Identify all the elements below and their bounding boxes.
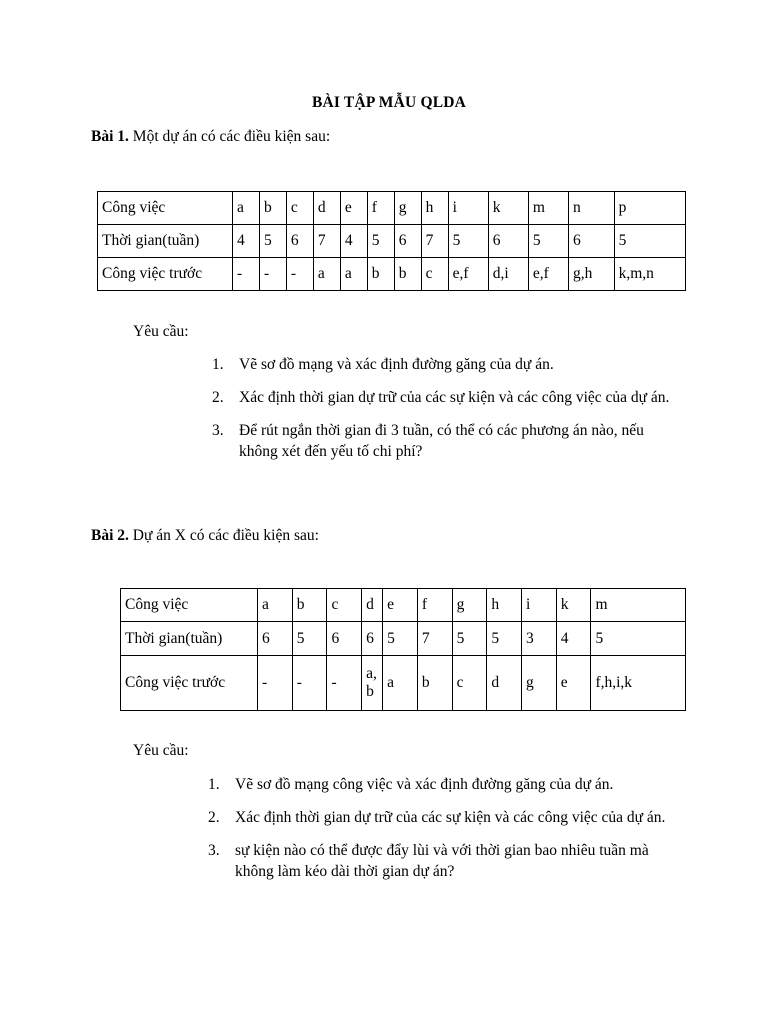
task-cell: g (452, 589, 487, 622)
row-header-tasks: Công việc (121, 589, 258, 622)
predecessor-cell: d (487, 656, 522, 711)
problem-1-requirements-label: Yêu cầu: (133, 323, 189, 340)
duration-cell: 5 (448, 225, 488, 258)
list-item: 3. sự kiện nào có thể được đẩy lùi và với thời gian bao nhiêu tuần mà không làm kéo dài thời gian dự án? (208, 842, 649, 880)
predecessor-cell: c (452, 656, 487, 711)
duration-cell: 4 (233, 225, 260, 258)
page-title: BÀI TẬP MẪU QLDA (311, 94, 467, 111)
problem-2-label: Bài 2. (91, 527, 129, 544)
problem-2-intro: Dự án X có các điều kiện sau: (128, 527, 319, 544)
predecessor-cell: - (258, 656, 293, 711)
requirement-text: Xác định thời gian dự trữ của các sự kiện và các công việc của dự án. (235, 809, 666, 826)
table-row-tasks (121, 589, 686, 622)
duration-cell: 6 (394, 225, 421, 258)
table-row-tasks (98, 192, 686, 225)
duration-cell: 5 (591, 622, 686, 656)
task-cell: b (292, 589, 327, 622)
predecessor-cell: e,f (528, 258, 568, 291)
task-cell: c (327, 589, 362, 622)
predecessor-cell: c (421, 258, 448, 291)
row-header-predecessors: Công việc trước (98, 258, 233, 291)
list-item: 1. Vẽ sơ đồ mạng công việc và xác định đường găng của dự án. (208, 776, 614, 793)
predecessor-cell: - (259, 258, 286, 291)
predecessor-cell: a (313, 258, 340, 291)
task-cell: e (383, 589, 418, 622)
duration-cell: 5 (292, 622, 327, 656)
problem-2-requirements-list (208, 774, 678, 894)
predecessor-cell: a (383, 656, 418, 711)
task-cell: m (528, 192, 568, 225)
task-cell: h (421, 192, 448, 225)
duration-cell: 4 (556, 622, 591, 656)
duration-cell: 6 (327, 622, 362, 656)
duration-cell: 7 (417, 622, 452, 656)
duration-cell: 5 (487, 622, 522, 656)
table-row-durations (98, 225, 686, 258)
predecessor-cell: - (233, 258, 260, 291)
table-row-predecessors (121, 656, 686, 711)
problem-2-requirements-label: Yêu cầu: (133, 742, 189, 759)
problem-2-heading (91, 527, 319, 545)
task-cell: f (417, 589, 452, 622)
row-header-predecessors: Công việc trước (121, 656, 258, 711)
task-cell: d (362, 589, 383, 622)
task-cell: c (286, 192, 313, 225)
duration-cell: 7 (421, 225, 448, 258)
duration-cell: 5 (367, 225, 394, 258)
duration-cell: 6 (362, 622, 383, 656)
task-cell: b (259, 192, 286, 225)
problem-1-task-table (97, 191, 686, 291)
predecessor-cell: b (394, 258, 421, 291)
predecessor-cell: b (367, 258, 394, 291)
duration-cell: 6 (488, 225, 528, 258)
duration-cell: 5 (614, 225, 685, 258)
predecessor-cell: - (327, 656, 362, 711)
table-row-durations (121, 622, 686, 656)
predecessor-cell: e,f (448, 258, 488, 291)
predecessor-cell: f,h,i,k (591, 656, 686, 711)
problem-1-label: Bài 1. (91, 128, 129, 145)
requirement-text: Xác định thời gian dự trữ của các sự kiện và các công việc của dự án. (239, 389, 670, 406)
task-cell: i (522, 589, 557, 622)
duration-cell: 6 (258, 622, 293, 656)
duration-cell: 5 (383, 622, 418, 656)
task-cell: e (340, 192, 367, 225)
predecessor-cell: b (417, 656, 452, 711)
requirement-text: Vẽ sơ đồ mạng công việc và xác định đường găng của dự án. (235, 776, 614, 793)
list-item: 2. Xác định thời gian dự trữ của các sự kiện và các công việc của dự án. (212, 389, 670, 406)
problem-1-requirements-list (212, 354, 682, 474)
table-row-predecessors (98, 258, 686, 291)
task-cell: g (394, 192, 421, 225)
duration-cell: 5 (452, 622, 487, 656)
predecessor-cell: g,h (568, 258, 614, 291)
row-header-durations: Thời gian(tuần) (121, 622, 258, 656)
task-cell: f (367, 192, 394, 225)
task-cell: a (258, 589, 293, 622)
list-item: 1. Vẽ sơ đồ mạng và xác định đường găng của dự án. (212, 356, 554, 373)
predecessor-cell: g (522, 656, 557, 711)
duration-cell: 5 (528, 225, 568, 258)
row-header-tasks: Công việc (98, 192, 233, 225)
problem-2-task-table (120, 588, 686, 711)
task-cell: p (614, 192, 685, 225)
task-cell: i (448, 192, 488, 225)
duration-cell: 5 (259, 225, 286, 258)
duration-cell: 6 (568, 225, 614, 258)
list-item: 3. Để rút ngắn thời gian đi 3 tuần, có thể có các phương án nào, nếu không xét đến yếu tố chi phí? (212, 422, 644, 460)
requirement-text: sự kiện nào có thể được đẩy lùi và với thời gian bao nhiêu tuần mà không làm kéo dài thời gian dự án? (235, 842, 649, 880)
duration-cell: 7 (313, 225, 340, 258)
problem-1-intro: Một dự án có các điều kiện sau: (128, 128, 331, 145)
list-item: 2. Xác định thời gian dự trữ của các sự kiện và các công việc của dự án. (208, 809, 666, 826)
requirement-text: Vẽ sơ đồ mạng và xác định đường găng của dự án. (239, 356, 554, 373)
task-cell: m (591, 589, 686, 622)
task-cell: a (233, 192, 260, 225)
duration-cell: 3 (522, 622, 557, 656)
duration-cell: 6 (286, 225, 313, 258)
task-cell: d (313, 192, 340, 225)
problem-1-heading (91, 128, 330, 146)
task-cell: n (568, 192, 614, 225)
task-cell: k (556, 589, 591, 622)
duration-cell: 4 (340, 225, 367, 258)
predecessor-cell: - (292, 656, 327, 711)
predecessor-cell: d,i (488, 258, 528, 291)
predecessor-cell: a, b (362, 656, 383, 711)
requirement-text: Để rút ngắn thời gian đi 3 tuần, có thể có các phương án nào, nếu không xét đến yếu tố chi phí? (239, 422, 644, 460)
predecessor-cell: k,m,n (614, 258, 685, 291)
task-cell: k (488, 192, 528, 225)
predecessor-cell: - (286, 258, 313, 291)
task-cell: h (487, 589, 522, 622)
predecessor-cell: a (340, 258, 367, 291)
predecessor-cell: e (556, 656, 591, 711)
row-header-durations: Thời gian(tuần) (98, 225, 233, 258)
